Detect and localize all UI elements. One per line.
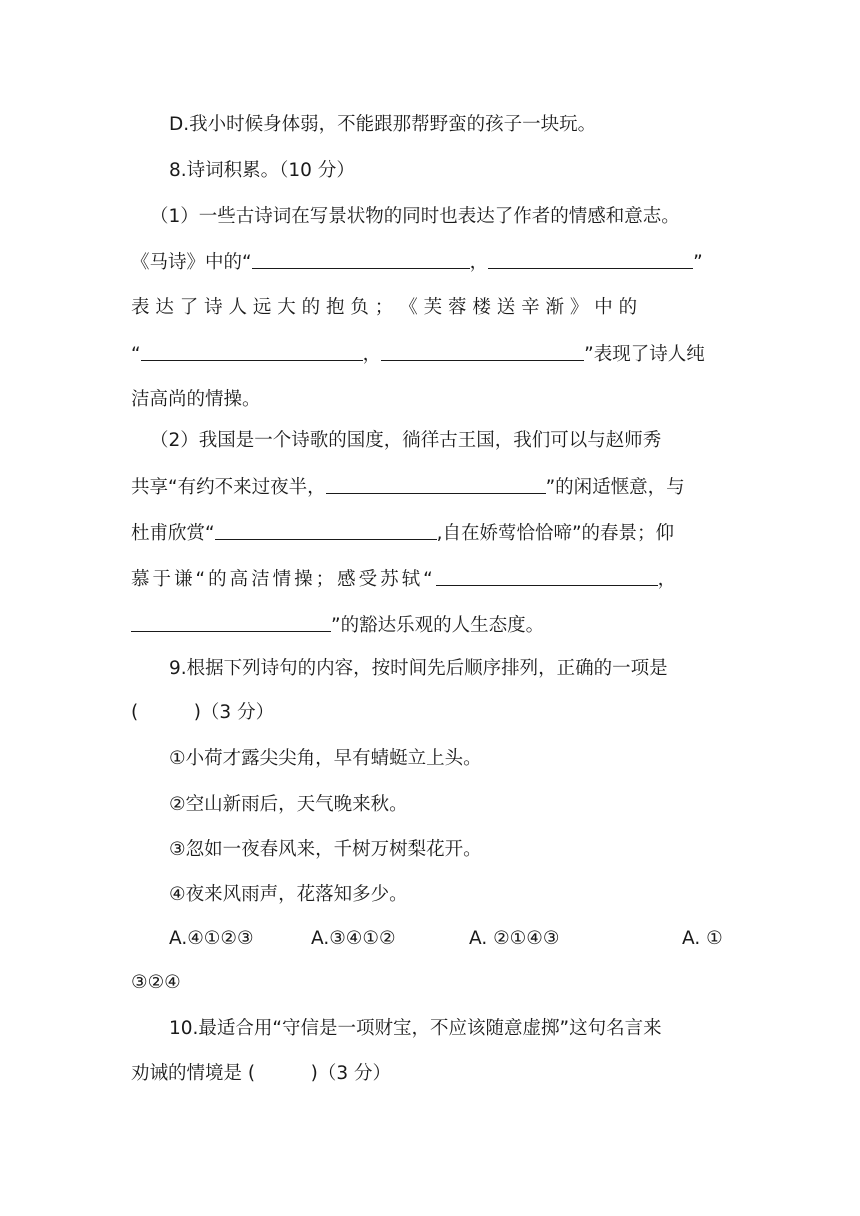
q10-line1: 10.最适合用“守信是一项财宝，不应该随意虚掷”这句名言来 [169, 1018, 662, 1039]
q9-option-a4[interactable]: A. ① [682, 928, 723, 949]
q9-option-a3[interactable]: A. ②①④③ [469, 928, 560, 949]
text: ， [362, 344, 382, 365]
q7-option-d: D.我小时候身体弱，不能跟那帮野蛮的孩子一块玩。 [169, 114, 597, 135]
text: “ [131, 344, 141, 365]
q8-p2-line1: （2）我国是一个诗歌的国度，徜徉古王国，我们可以与赵师秀 [150, 430, 662, 451]
q9-item-1: ①小荷才露尖尖角，早有蜻蜓立上头。 [169, 748, 482, 769]
fill-blank[interactable] [326, 471, 546, 494]
text: ”的闲适惬意，与 [545, 477, 685, 498]
text: ” [693, 252, 703, 273]
q9-option-a2[interactable]: A.③④①② [311, 928, 396, 949]
q9-title: 9.根据下列诗句的内容，按时间先后顺序排列，正确的一项是 [169, 658, 668, 679]
text: ， [657, 569, 677, 590]
q8-p1-line1: （1）一些古诗词在写景状物的同时也表达了作者的情感和意志。 [150, 206, 680, 227]
q8-p2-line5 [131, 609, 731, 641]
text: 《马诗》中的“ [131, 252, 252, 273]
text: ”的豁达乐观的人生态度。 [331, 615, 545, 636]
q8-p1-line4 [131, 338, 731, 370]
fill-blank[interactable] [252, 246, 470, 269]
q9-answer-paren[interactable]: ( )（3 分） [131, 702, 275, 723]
text: 杜甫欣赏“ [131, 523, 215, 544]
q9-item-2: ②空山新雨后，天气晚来秋。 [169, 794, 408, 815]
q9-option-a1[interactable]: A.④①②③ [169, 928, 254, 949]
text: 共享“有约不来过夜半， [131, 477, 326, 498]
q8-p1-line5: 洁高尚的情操。 [131, 389, 261, 410]
text: ,自在娇莺恰恰啼”的春景；仰 [436, 523, 675, 544]
q9-option-wrap: ③②④ [131, 972, 181, 993]
text: ， [469, 252, 489, 273]
q8-title: 8.诗词积累。（10 分） [169, 160, 355, 181]
q8-p2-line4 [131, 563, 731, 595]
q9-item-4: ④夜来风雨声，花落知多少。 [169, 884, 408, 905]
q8-p1-line2 [131, 246, 731, 278]
text: ”表现了诗人纯 [584, 344, 705, 365]
q8-p2-line2 [131, 471, 731, 503]
fill-blank[interactable] [131, 609, 331, 632]
q10-line2[interactable]: 劝诫的情境是 ( )（3 分） [131, 1063, 391, 1084]
fill-blank[interactable] [215, 517, 437, 540]
text: 慕于谦“的高洁情操；感受苏轼“ [131, 569, 436, 590]
q9-item-3: ③忽如一夜春风来，千树万树梨花开。 [169, 839, 482, 860]
fill-blank[interactable] [436, 563, 658, 586]
fill-blank[interactable] [141, 338, 363, 361]
fill-blank[interactable] [381, 338, 584, 361]
q8-p2-line3 [131, 517, 731, 549]
q8-p1-line3: 表 达 了 诗 人 远 大 的 抱 负 ； 《 芙 蓉 楼 送 辛 渐 》 中 的 [131, 297, 638, 318]
q9-options [131, 923, 731, 955]
fill-blank[interactable] [488, 246, 693, 269]
